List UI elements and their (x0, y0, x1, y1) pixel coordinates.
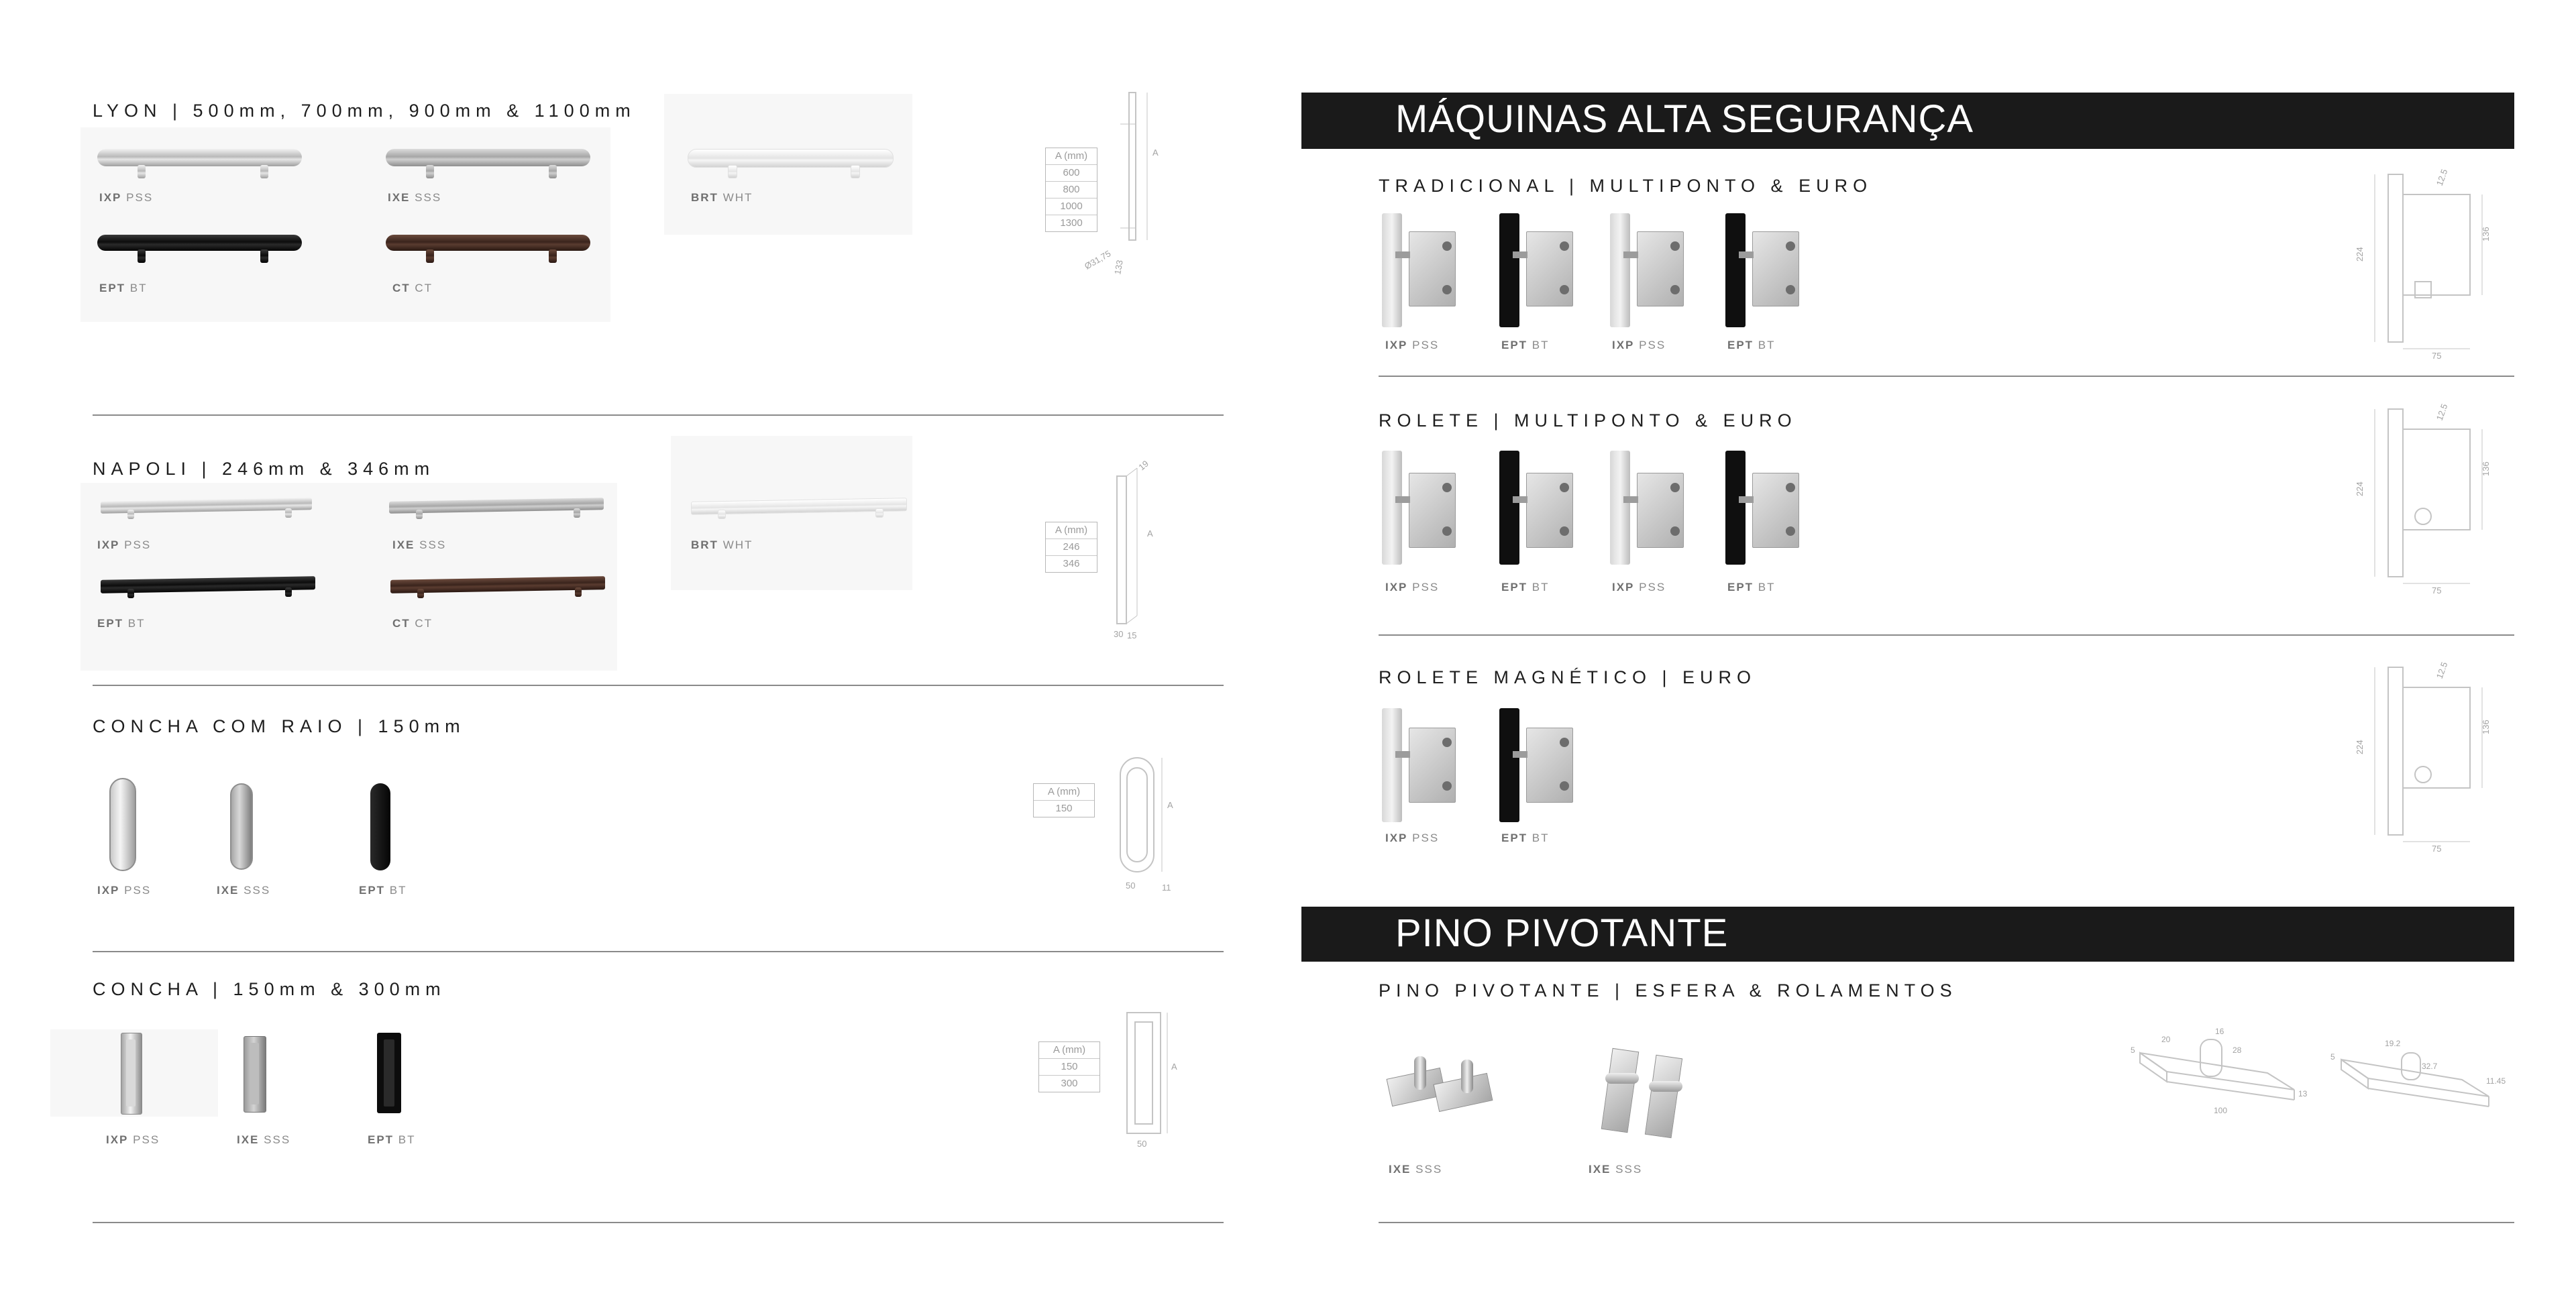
rolete-caption-1: IXP PSS (1385, 581, 1440, 593)
pino-title: PINO PIVOTANTE | ESFERA & ROLAMENTOS (1379, 980, 1957, 1001)
napoli-caption-5: CT CT (392, 617, 433, 630)
pino-dimension-drawing-2 (2328, 1033, 2509, 1147)
rolete-caption-4: EPT BT (1727, 581, 1776, 593)
divider-5 (1379, 376, 2514, 377)
tradicional-lock-drawing (2348, 168, 2502, 362)
concha-caption-2: IXE SSS (237, 1133, 291, 1146)
tradicional-caption-3: IXP PSS (1612, 339, 1666, 351)
concha-dim-a: A (1171, 1062, 1177, 1072)
tradicional-caption-1: IXP PSS (1385, 339, 1440, 351)
lyon-caption-4: EPT BT (99, 282, 148, 294)
concha-raio-caption-3: EPT BT (359, 884, 407, 897)
concha-raio-caption-1: IXP PSS (97, 884, 152, 897)
pino1-dim-e: 13 (2298, 1089, 2308, 1098)
divider-4 (93, 1222, 1224, 1223)
pino2-dim-b: 19.2 (2385, 1039, 2401, 1048)
lyon-caption-3: BRT WHT (691, 191, 753, 204)
concha-raio-dimension-drawing (1100, 744, 1187, 899)
concha-raio-ept-shell (370, 783, 390, 870)
mag-dim-75: 75 (2432, 844, 2442, 854)
banner-pino-pivotante: PINO PIVOTANTE (1301, 907, 2514, 962)
rolete-dim-224: 224 (2355, 481, 2365, 496)
pino1-dim-c: 16 (2215, 1027, 2224, 1036)
pino2-dim-a: 5 (2330, 1052, 2335, 1062)
concha-raio-ixe-shell (230, 783, 253, 870)
pino-caption-2: IXE SSS (1589, 1163, 1643, 1176)
napoli-size-table: A (mm) 246 346 (1045, 522, 1097, 573)
concha-raio-dim-c: 11 (1162, 883, 1171, 893)
napoli-dim-b: 30 (1114, 629, 1124, 639)
rolete-title: ROLETE | MULTIPONTO & EURO (1379, 410, 1797, 431)
lyon-caption-2: IXE SSS (388, 191, 442, 204)
mag-dim-125: 12.5 (2434, 661, 2450, 681)
napoli-dim-d: 15 (1127, 630, 1137, 640)
napoli-caption-1: IXP PSS (97, 539, 152, 551)
rolete-magnetico-lock-drawing (2348, 661, 2502, 855)
lyon-title: LYON | 500mm, 700mm, 900mm & 1100mm (93, 101, 636, 121)
lyon-size-table: A (mm) 600 800 1000 1300 (1045, 148, 1097, 232)
lyon-caption-5: CT CT (392, 282, 433, 294)
rolete-lock-drawing (2348, 402, 2502, 597)
lyon-dim-b: Ø31,75 (1083, 248, 1113, 272)
pino2-dim-c: 32.7 (2422, 1062, 2438, 1071)
mag-dim-224: 224 (2355, 740, 2365, 754)
concha-caption-3: EPT BT (368, 1133, 416, 1146)
concha-dim-b: 50 (1137, 1139, 1147, 1149)
tradicional-caption-2: EPT BT (1501, 339, 1550, 351)
concha-raio-ixp-shell (109, 778, 136, 871)
mag-dim-136: 136 (2481, 720, 2491, 734)
concha-raio-dim-b: 50 (1126, 881, 1136, 891)
pino-caption-1: IXE SSS (1389, 1163, 1443, 1176)
concha-title: CONCHA | 150mm & 300mm (93, 979, 446, 999)
concha-dimension-drawing (1114, 1006, 1194, 1153)
trad-dim-136: 136 (2481, 227, 2491, 241)
divider-1 (93, 414, 1224, 416)
divider-7 (1379, 1222, 2514, 1223)
rolete-magnetico-caption-2: EPT BT (1501, 832, 1550, 844)
napoli-dim-c: 19 (1136, 458, 1151, 473)
pino1-dim-b: 20 (2161, 1035, 2171, 1044)
trad-dim-125: 12.5 (2434, 168, 2450, 188)
lyon-dim-c: 133 (1112, 259, 1125, 276)
concha-raio-dim-a: A (1167, 800, 1173, 810)
concha-size-table: A (mm) 150 300 (1038, 1041, 1100, 1092)
rolete-caption-2: EPT BT (1501, 581, 1550, 593)
concha-caption-1: IXP PSS (106, 1133, 160, 1146)
pino1-dim-f: 100 (2214, 1106, 2228, 1115)
rolete-dim-125: 12.5 (2434, 402, 2450, 422)
rolete-magnetico-title: ROLETE MAGNÉTICO | EURO (1379, 667, 1757, 687)
concha-raio-title: CONCHA COM RAIO | 150mm (93, 716, 466, 736)
lyon-dim-a: A (1152, 148, 1159, 158)
tradicional-title: TRADICIONAL | MULTIPONTO & EURO (1379, 176, 1873, 196)
rolete-dim-136: 136 (2481, 461, 2491, 476)
concha-raio-caption-2: IXE SSS (217, 884, 271, 897)
pino1-dim-d: 28 (2233, 1045, 2242, 1055)
napoli-caption-2: IXE SSS (392, 539, 447, 551)
divider-2 (93, 685, 1224, 686)
rolete-caption-3: IXP PSS (1612, 581, 1666, 593)
concha-raio-size-table: A (mm) 150 (1033, 783, 1095, 817)
trad-dim-75: 75 (2432, 351, 2442, 361)
napoli-title: NAPOLI | 246mm & 346mm (93, 459, 435, 479)
pino2-dim-d: 11.45 (2486, 1076, 2506, 1086)
rolete-magnetico-caption-1: IXP PSS (1385, 832, 1440, 844)
pino1-dim-a: 5 (2131, 1045, 2135, 1055)
napoli-caption-4: EPT BT (97, 617, 146, 630)
lyon-caption-1: IXP PSS (99, 191, 154, 204)
napoli-dim-a: A (1147, 528, 1153, 539)
divider-6 (1379, 634, 2514, 636)
banner-maquinas: MÁQUINAS ALTA SEGURANÇA (1301, 93, 2514, 149)
trad-dim-224: 224 (2355, 247, 2365, 262)
tradicional-caption-4: EPT BT (1727, 339, 1776, 351)
napoli-caption-3: BRT WHT (691, 539, 753, 551)
divider-3 (93, 951, 1224, 952)
rolete-dim-75: 75 (2432, 585, 2442, 596)
pino-dimension-drawing-1 (2127, 1026, 2314, 1133)
